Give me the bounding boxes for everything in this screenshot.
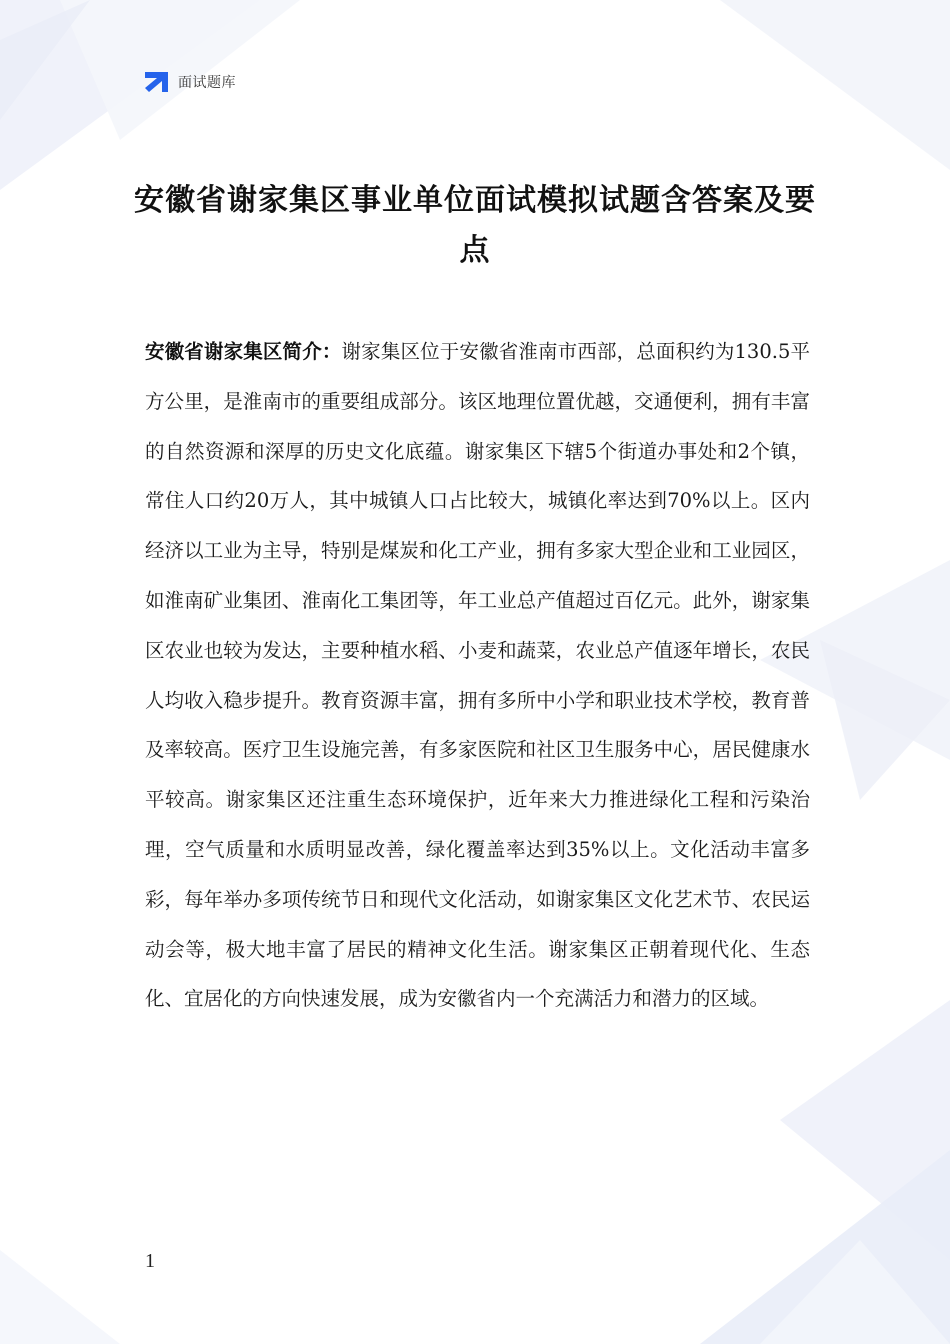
document-title: 安徽省谢家集区事业单位面试模拟试题含答案及要点	[134, 183, 816, 268]
brand-header	[143, 70, 236, 94]
intro-label: 安徽省谢家集区简介：	[145, 340, 342, 363]
arrow-up-right-icon	[143, 70, 170, 94]
brand-name: 面试题库	[178, 75, 236, 91]
intro-paragraph	[145, 327, 810, 1024]
page-number: 1	[145, 1250, 155, 1272]
intro-text: 谢家集区位于安徽省淮南市西部，总面积约为130.5平方公里，是淮南市的重要组成部分。该区地理位置优越，交通便利，拥有丰富的自然资源和深厚的历史文化底蕴。谢家集区下辖5个街道办事处和2个镇，常住人口约20万人，其中城镇人口占比较大，城镇化率达到70%以上。区内经济以工业为主导，特别是煤炭和化工产业，拥有多家大型企业和工业园区，如淮南矿业集团、淮南化工集团等，年工业总产值超过百亿元。此外，谢家集区农业也较为发达，主要种植水稻、小麦和蔬菜，农业总产值逐年增长，农民人均收入稳步提升。教育资源丰富，拥有多所中小学和职业技术学校，教育普及率较高。医疗卫生设施完善，有多家医院和社区卫生服务中心，居民健康水平较高。谢家集区还注重生态环境保护，近年来大力推进绿化工程和污染治理，空气质量和水质明显改善，绿化覆盖率达到35%以上。文化活动丰富多彩，每年举办多项传统节日和现代文化活动，如谢家集区文化艺术节、农民运动会等，极大地丰富了居民的精神文化生活。谢家集区正朝着现代化、生态化、宜居化的方向快速发展，成为安徽省内一个充满活力和潜力的区域。	[145, 340, 810, 1011]
